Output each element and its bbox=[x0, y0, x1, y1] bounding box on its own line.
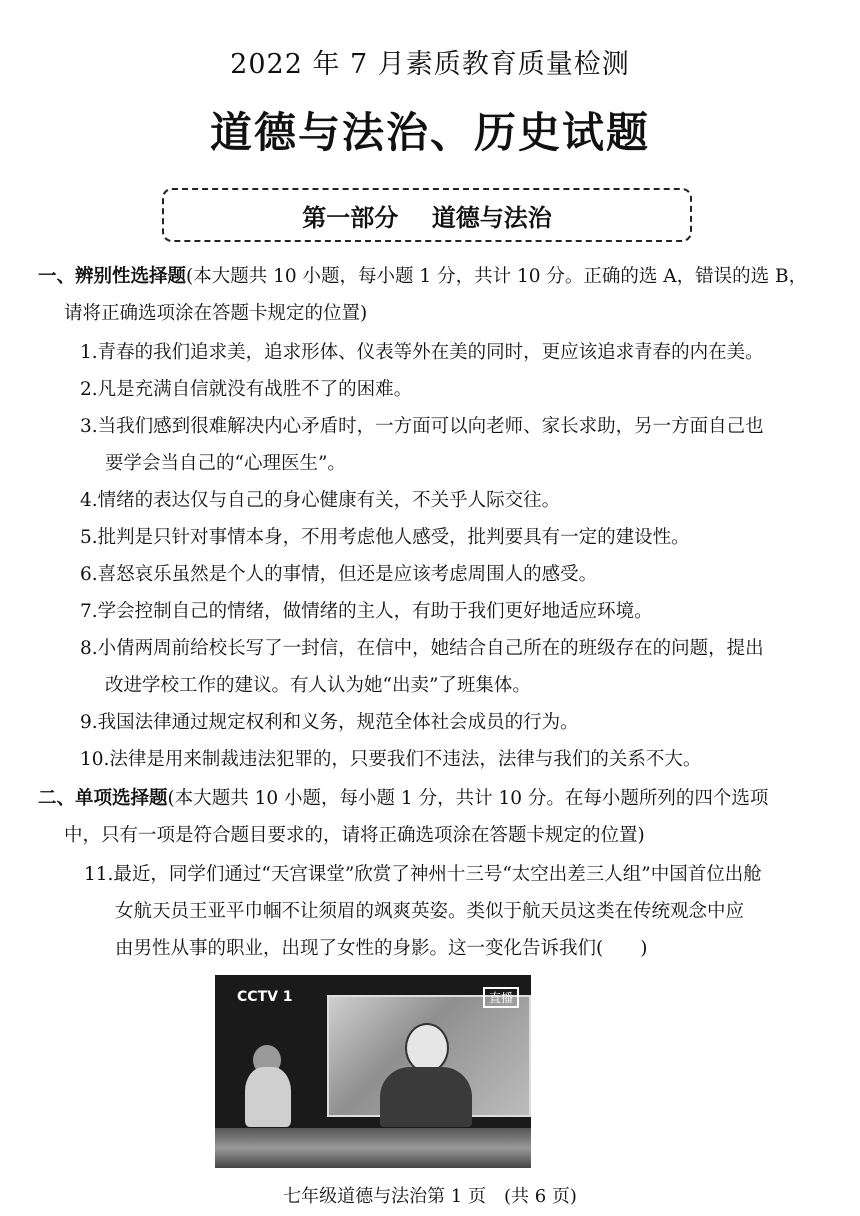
page-footer: 七年级道德与法治第 1 页 (共 6 页) bbox=[283, 1186, 577, 1207]
exam-title: 2022 年 7 月素质教育质量检测 bbox=[230, 49, 630, 80]
question-number: 2. bbox=[80, 379, 98, 400]
question-11 bbox=[84, 856, 824, 967]
question-9 bbox=[80, 704, 820, 741]
tiangong-classroom-photo bbox=[215, 975, 531, 1168]
subject-title: 道德与法治、历史试题 bbox=[209, 108, 650, 157]
question-text: 小倩两周前给校长写了一封信，在信中，她结合自己所在的班级存在的问题，提出 bbox=[97, 638, 764, 659]
live-badge: 直播 bbox=[483, 987, 519, 1008]
question-6 bbox=[80, 556, 820, 593]
question-2 bbox=[80, 371, 820, 408]
channel-logo: CCTV 1 bbox=[237, 989, 293, 1005]
question-text: 法律是用来制裁违法犯罪的，只要我们不违法，法律与我们的关系不大。 bbox=[109, 749, 702, 770]
question-number: 7. bbox=[80, 601, 98, 622]
question-text: 最近，同学们通过“天宫课堂”欣赏了神州十三号“太空出差三人组”中国首位出舱 bbox=[113, 864, 762, 885]
section-one-instructions-1: (本大题共 10 小题，每小题 1 分，共计 10 分。正确的选 A，错误的选 B， bbox=[186, 266, 808, 287]
question-text: 青春的我们追求美，追求形体、仪表等外在美的同时，更应该追求青春的内在美。 bbox=[97, 342, 764, 363]
question-number: 4. bbox=[80, 490, 98, 511]
question-text-line-3: 由男性从事的职业，出现了女性的身影。这一变化告诉我们( ) bbox=[115, 938, 648, 959]
question-1 bbox=[80, 334, 820, 371]
question-number: 10. bbox=[80, 749, 110, 770]
question-text: 情绪的表达仅与自己的身心健康有关，不关乎人际交往。 bbox=[97, 490, 561, 511]
section-two-label: 二、单项选择题 bbox=[38, 788, 168, 809]
question-text: 我国法律通过规定权利和义务，规范全体社会成员的行为。 bbox=[97, 712, 579, 733]
question-number: 1. bbox=[80, 342, 98, 363]
question-text: 批判是只针对事情本身，不用考虑他人感受，批判要具有一定的建设性。 bbox=[97, 527, 690, 548]
section-two-instructions-2: 中，只有一项是符合题目要求的，请将正确选项涂在答题卡规定的位置) bbox=[64, 825, 645, 846]
question-number: 8. bbox=[80, 638, 98, 659]
question-text-continued: 要学会当自己的“心理医生”。 bbox=[105, 453, 346, 474]
question-5 bbox=[80, 519, 820, 556]
part-label: 第一部分 bbox=[302, 203, 399, 232]
question-number: 9. bbox=[80, 712, 98, 733]
question-4 bbox=[80, 482, 820, 519]
question-text: 凡是充满自信就没有战胜不了的困难。 bbox=[97, 379, 413, 400]
question-text: 学会控制自己的情绪，做情绪的主人，有助于我们更好地适应环境。 bbox=[97, 601, 653, 622]
question-8 bbox=[80, 630, 820, 704]
section-one-heading bbox=[38, 258, 828, 332]
section-one-label: 一、辨别性选择题 bbox=[38, 266, 187, 287]
question-text-continued: 改进学校工作的建议。有人认为她“出卖”了班集体。 bbox=[105, 675, 531, 696]
question-number: 3. bbox=[80, 416, 98, 437]
section-two-instructions-1: (本大题共 10 小题，每小题 1 分，共计 10 分。在每小题所列的四个选项 bbox=[167, 788, 769, 809]
section-one-instructions-2: 请将正确选项涂在答题卡规定的位置) bbox=[64, 303, 368, 324]
question-3 bbox=[80, 408, 820, 482]
section-two-heading bbox=[38, 780, 828, 854]
question-number: 5. bbox=[80, 527, 98, 548]
question-number: 6. bbox=[80, 564, 98, 585]
student-body bbox=[245, 1067, 291, 1127]
part-name: 道德与法治 bbox=[431, 203, 552, 232]
question-text: 当我们感到很难解决内心矛盾时，一方面可以向老师、家长求助，另一方面自己也 bbox=[97, 416, 764, 437]
part-heading-box bbox=[162, 188, 692, 242]
question-7 bbox=[80, 593, 820, 630]
astronaut-figure bbox=[405, 1023, 449, 1073]
question-10 bbox=[80, 741, 820, 778]
question-text: 喜怒哀乐虽然是个人的事情，但还是应该考虑周围人的感受。 bbox=[97, 564, 598, 585]
question-number: 11. bbox=[84, 864, 114, 885]
question-text-line-2: 女航天员王亚平巾帼不让须眉的飒爽英姿。类似于航天员这类在传统观念中应 bbox=[115, 901, 745, 922]
earth-horizon bbox=[215, 1128, 531, 1168]
astronaut-suit bbox=[380, 1067, 472, 1127]
